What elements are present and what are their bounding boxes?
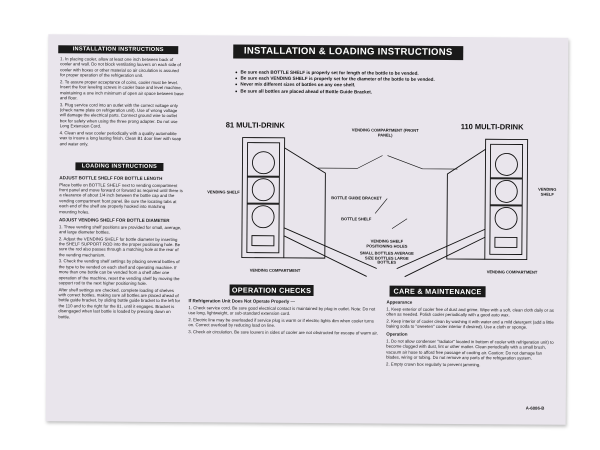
label-vending-shelf-right: VENDING SHELF bbox=[538, 186, 557, 197]
diagram-title-81: 81 MULTI-DRINK bbox=[225, 120, 285, 130]
bullet-item: ● Be sure each VENDING SHELF is properly set for the diameter of the bottle to be vended. bbox=[235, 76, 435, 84]
right-bottle-3 bbox=[495, 207, 517, 229]
bullet-item: ● Be sure all bottles are placed ahead of Bottle Guide Bracket. bbox=[235, 88, 435, 96]
left-bottle-3 bbox=[252, 206, 274, 228]
label-vending-compartment-left: VENDING COMPARTMENT bbox=[249, 267, 301, 273]
installation-text: 1. In placing cooler, allow at least one inch between back of cooler and wall. Do not block ventilating louvers on each side of cooler with boxes or other material so air circulation is assured for proper operation of the refrigeration unit. 2. To assure proper acceptance of coins, cooler must be level. Insert the four leveling screws in cooler base and level machine, maintaining a one inch minimum of open air space between base and floor. 3. Plug service cord into an outlet with the correct voltage only (check name plate on refrigeration unit). Use of wrong voltage will damage the electrical parts. Connect ground wire to outlet box for safety when using the three prong adapter. Do not use Long Extension Cord. 4. Clean and wax cooler periodically with a quality automobile wax to insure a long lasting finish. Clean B1 door liner with soap and water only. bbox=[59, 56, 184, 147]
operation-checks-header: OPERATION CHECKS bbox=[230, 284, 314, 296]
bullet-item: ● Be sure each BOTTLE SHELF is properly set for length of the bottle to be vended. bbox=[235, 69, 435, 77]
label-positioning-holes: VENDING SHELF POSITIONING HOLES bbox=[366, 238, 408, 249]
diagram-title-110: 110 MULTI-DRINK bbox=[460, 122, 524, 132]
main-header: INSTALLATION & LOADING INSTRUCTIONS bbox=[233, 44, 463, 60]
care-maintenance-header: CARE & MAINTENANCE bbox=[390, 286, 486, 298]
right-bottle-1 bbox=[495, 153, 517, 175]
bullet-list bbox=[235, 69, 435, 95]
label-bottle-sizes: SMALL BOTTLES AVERAGE SIZE BOTTLES LARGE BOTTLES bbox=[359, 250, 414, 265]
loading-text: ADJUST BOTTLE SHELF FOR BOTTLE LENGTH Place bottle on BOTTLE SHELF next to vending compartment front panel and move forward or forward as required until there is a clearance of about 1/4 inch between the bottle cap and the vending compartment front panel. Be sure the locating tabs at each end of the shelf are properly hooked into matching mounting holes. ADJUST VENDING SHELF FOR BOTTLE DIAMETER 1. Three vending shelf positions are provided for small, average, and large diameter bottles. 2. Adjust the VENDING SHELF for bottle diameter by inserting the SHELF SUPPORT ROD into the proper positioning hole. Be sure the rod also passes through a matching hole at the rear of the vending mechanism. 3. Check the vending shelf settings by placing several bottles of the type to be vended on each shelf and operating machine. If more than one bottle can be vended from a shelf after one operation of the machine, reset the vending shelf by moving the support rod to the next higher positioning hole. After shelf settings are checked, complete loading of shelves with correct bottles, making sure all bottles are placed ahead of bottle guide bracket, by sliding bottle guide bracket to the left for the 110 and to the right for the 81, until it engages. Bracket is disengaged when last bottle is loaded by pressing down on bottle. bbox=[58, 175, 183, 320]
part-number: A-6886-B bbox=[525, 405, 545, 411]
right-bottle-2 bbox=[495, 180, 517, 202]
left-bottle-2 bbox=[252, 179, 274, 201]
operation-checks-text: If Refrigeration Unit Does Not Operate Properly — 1. Check service cord. Be sure good electrical contact is maintained by plug in outlet. Note: Do not use long, lightweight, or sub-standard extension cord. 2. Electric line may be overloaded if service plug is warm or if electric lights dim when cooler turns on. Correct overload by reducing load on line. 3. Check air circulation. Be sure louvers in sides of cooler are not obstructed for escape of warm air. bbox=[188, 298, 378, 336]
care-maintenance-text: Appearance 1. Keep exterior of cooler free of dust and grime. Wipe with a soft, clean cloth daily or as often as needed. Polish cooler periodically with a good auto wax. 2. Keep interior of cooler clean by washing it with water and a mild detergent (add a little baking soda to "sweeten" cooler interior if desired). Use a cloth or sponge. Operation 1. Do not allow condenser "radiator" located in bottom of cooler with refrigeration unit) to become clogged with dust, lint or other matter. Clean periodically with a small brush, vacuum air hose to afford free passage of cooling air. Caution: Do not damage fan blades, wiring or tubing. Do not remove any parts of the refrigeration system. 2. Empty crown box regularly to prevent jamming. bbox=[386, 299, 554, 368]
right-machine-frame bbox=[485, 139, 528, 259]
label-bottle-shelf: BOTTLE SHELF bbox=[341, 216, 372, 222]
installation-instructions-header: INSTALLATION INSTRUCTIONS bbox=[58, 45, 178, 54]
left-machine-frame bbox=[242, 138, 285, 258]
bullet-item: ● Never mix different sizes of bottles on any one shelf. bbox=[235, 82, 435, 90]
label-vending-compartment-front: VENDING COMPARTMENT (FRONT PANEL) bbox=[351, 127, 419, 138]
instruction-card bbox=[46, 34, 569, 425]
left-bottle-1 bbox=[252, 152, 274, 174]
label-vending-shelf-left: VENDING SHELF bbox=[207, 189, 240, 195]
label-vending-compartment-right: VENDING COMPARTMENT bbox=[486, 269, 538, 275]
label-bottle-guide-bracket: BOTTLE GUIDE BRACKET bbox=[331, 195, 382, 201]
loading-instructions-header: LOADING INSTRUCTIONS bbox=[75, 162, 163, 171]
